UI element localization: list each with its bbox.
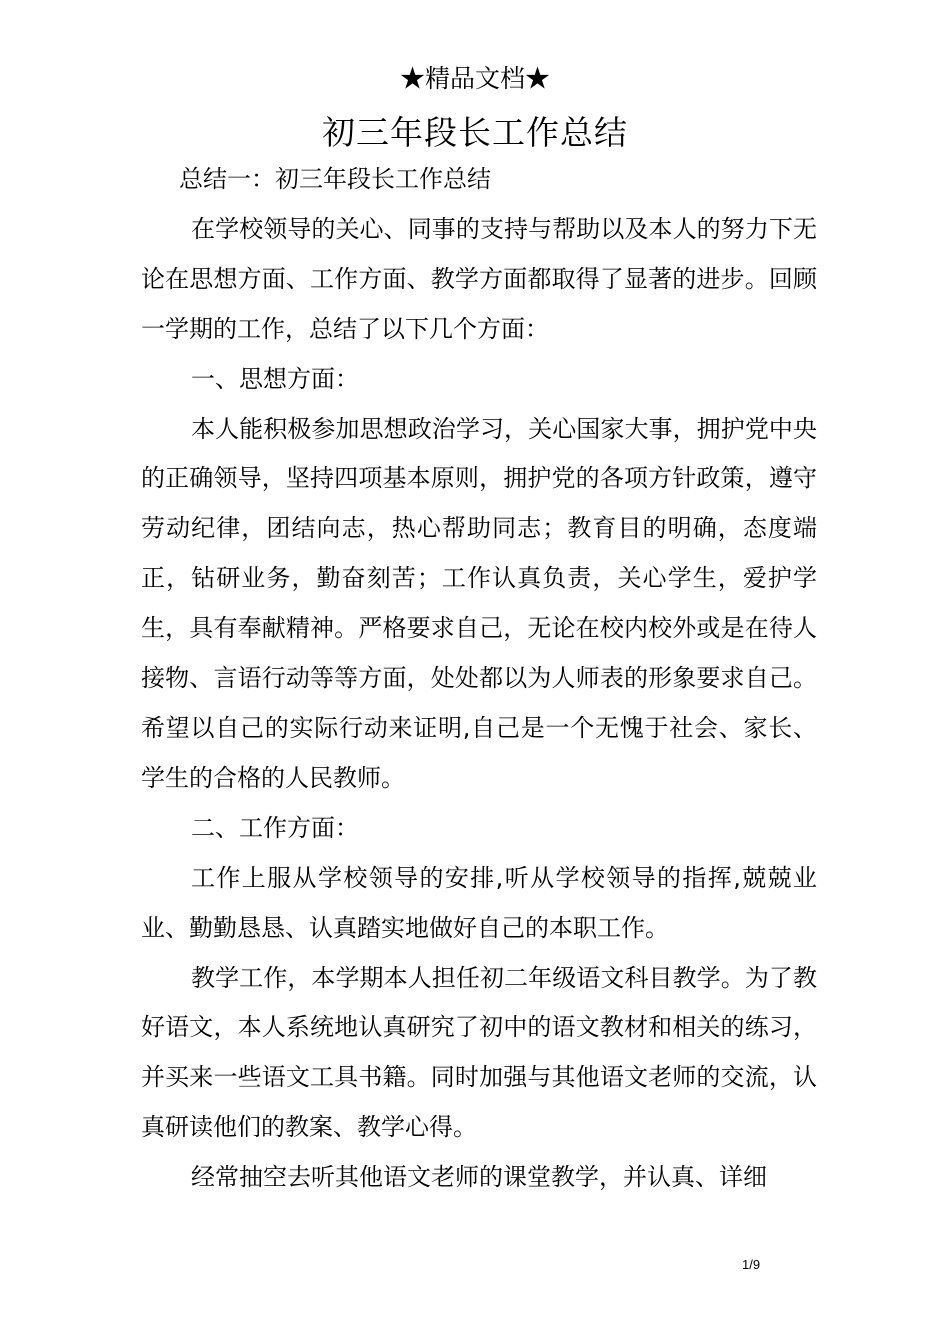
paragraph-thought: 本人能积极参加思想政治学习，关心国家大事，拥护党中央的正确领导，坚持四项基本原则，拥护党的各项方针政策，遵守劳动纪律，团结向志，热心帮助同志；教育目的明确，态度端正，钻研业务，勤奋刻苦；工作认真负责，关心学生，爱护学生，具有奉献精神。严格要求自己，无论在校内校外或是在待人接物、言语行动等等方面，处处都以为人师表的形象要求自己。希望以自己的实际行动来证明,自己是一个无愧于社会、家长、学生的合格的人民教师。 bbox=[141, 414, 817, 792]
document-body bbox=[141, 155, 817, 1203]
paragraph-intro: 在学校领导的关心、同事的支持与帮助以及本人的努力下无论在思想方面、工作方面、教学方面都取得了显著的进步。回顾一学期的工作，总结了以下几个方面： bbox=[141, 214, 817, 343]
section-subtitle: 总结一：初三年段长工作总结 bbox=[179, 165, 491, 193]
page-number: 1/9 bbox=[742, 1257, 761, 1272]
document-title: 初三年段长工作总结 bbox=[322, 113, 628, 152]
heading-work: 二、工作方面： bbox=[191, 813, 359, 842]
paragraph-teaching: 教学工作，本学期本人担任初二年级语文科目教学。为了教好语文，本人系统地认真研究了初中的语文教材和相关的练习，并买来一些语文工具书籍。同时加强与其他语文老师的交流，认真研读他们的教案、教学心得。 bbox=[141, 963, 817, 1142]
heading-thought: 一、思想方面： bbox=[191, 364, 359, 393]
paragraph-observation: 经常抽空去听其他语文老师的课堂教学，并认真、详细 bbox=[191, 1163, 767, 1192]
header-mark: ★精品文档★ bbox=[399, 64, 550, 93]
paragraph-work: 工作上服从学校领导的安排,听从学校领导的指挥,兢兢业业、勤勤恳恳、认真踏实地做好自己的本职工作。 bbox=[141, 863, 817, 942]
